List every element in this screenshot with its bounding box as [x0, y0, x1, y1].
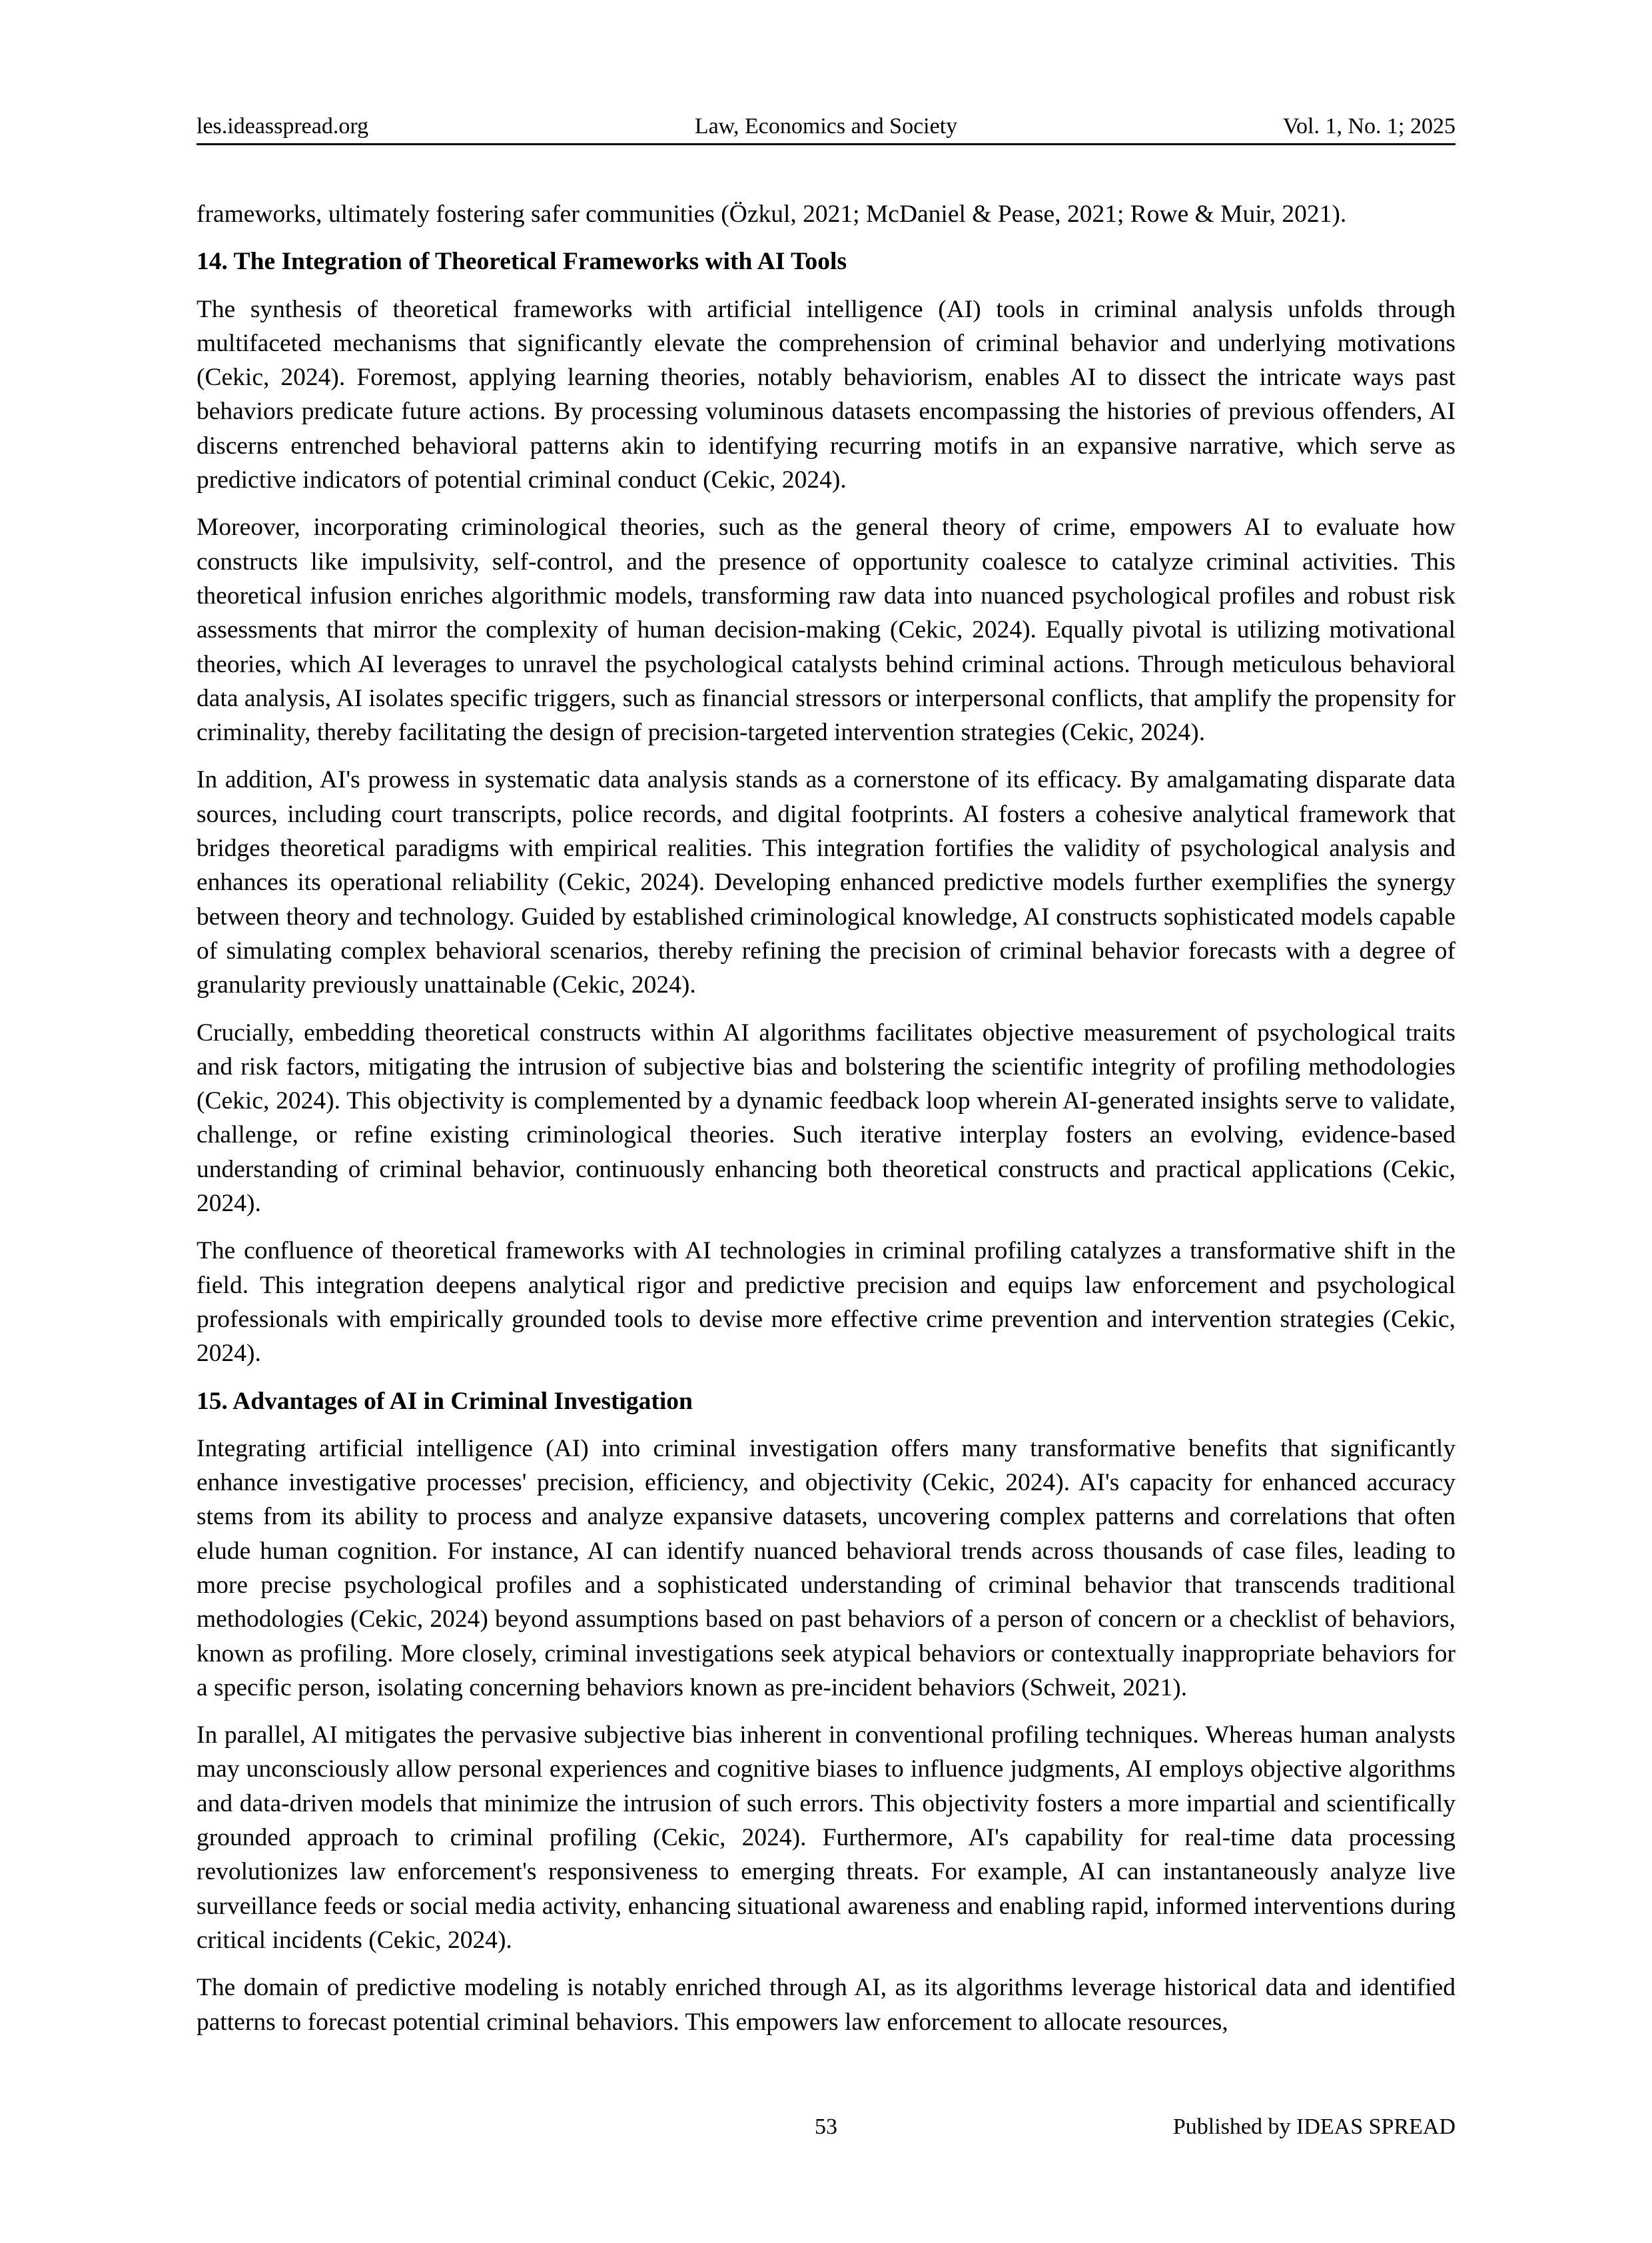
section-heading-14: 14. The Integration of Theoretical Frameworks with AI Tools	[197, 248, 847, 276]
paragraph: The domain of predictive modeling is notably enriched through AI, as its algorithms leverage historical data and identified patterns to forecast potential criminal behaviors. This empowers law enforcement to allocate resources,	[197, 1974, 1455, 2036]
paragraph: The confluence of theoretical frameworks with AI technologies in criminal profiling catalyzes a transformative shift in the field. This integration deepens analytical rigor and predictive precision and equips law enforcement and psychological professionals with empirically grounded tools to devise more effective crime prevention and intervention strategies (Cekic, 2024).	[197, 1237, 1455, 1368]
running-header	[197, 110, 1455, 145]
publisher: Published by IDEAS SPREAD	[1172, 2114, 1455, 2139]
paragraph: Integrating artificial intelligence (AI) into criminal investigation offers many transformative benefits that significantly enhance investigative processes' precision, efficiency, and objectivity (Cekic, 2024). AI's capacity for enhanced accuracy stems from its ability to process and analyze expansive datasets, uncovering complex patterns and correlations that often elude human cognition. For instance, AI can identify nuanced behavioral trends across thousands of case files, leading to more precise psychological profiles and a sophisticated understanding of criminal behavior that transcends traditional methodologies (Cekic, 2024) beyond assumptions based on past behaviors of a person of concern or a checklist of behaviors, known as profiling. More closely, criminal investigations seek atypical behaviors or contextually inappropriate behaviors for a specific person, isolating concerning behaviors known as pre-incident behaviors (Schweit, 2021).	[197, 1434, 1455, 1701]
paragraph: In parallel, AI mitigates the pervasive subjective bias inherent in conventional profiling techniques. Whereas human analysts may unconsciously allow personal experiences and cognitive biases to influence judgments, AI employs objective algorithms and data-driven models that minimize the intrusion of such errors. This objectivity fosters a more impartial and scientifically grounded approach to criminal profiling (Cekic, 2024). Furthermore, AI's capability for real-time data processing revolutionizes law enforcement's responsiveness to emerging threats. For example, AI can instantaneously analyze live surveillance feeds or social media activity, enhancing situational awareness and enabling rapid, informed interventions during critical incidents (Cekic, 2024).	[197, 1721, 1455, 1954]
paragraph-continued: frameworks, ultimately fostering safer communities (Özkul, 2021; McDaniel & Pease, 2021; Rowe & Muir, 2021).	[197, 201, 1347, 228]
paragraph: Crucially, embedding theoretical constructs within AI algorithms facilitates objective measurement of psychological traits and risk factors, mitigating the intrusion of subjective bias and bolstering the scientific integrity of profiling methodologies (Cekic, 2024). This objectivity is complemented by a dynamic feedback loop wherein AI-generated insights serve to validate, challenge, or refine existing criminological theories. Such iterative interplay fosters an evolving, evidence-based understanding of criminal behavior, continuously enhancing both theoretical constructs and practical applications (Cekic, 2024).	[197, 1019, 1455, 1218]
site-url: les.ideasspread.org	[197, 114, 369, 139]
paragraph: In addition, AI's prowess in systematic data analysis stands as a cornerstone of its efficacy. By amalgamating disparate data sources, including court transcripts, police records, and digital footprints. AI fosters a cohesive analytical framework that bridges theoretical paradigms with empirical realities. This integration fortifies the validity of psychological analysis and enhances its operational reliability (Cekic, 2024). Developing enhanced predictive models further exemplifies the synergy between theory and technology. Guided by established criminological knowledge, AI constructs sophisticated models capable of simulating complex behavioral scenarios, thereby refining the precision of criminal behavior forecasts with a degree of granularity previously unattainable (Cekic, 2024).	[197, 766, 1455, 999]
section-heading-15: 15. Advantages of AI in Criminal Investigation	[197, 1387, 693, 1415]
article-body	[197, 197, 1455, 2052]
page-number: 53	[815, 2114, 837, 2139]
paragraph: The synthesis of theoretical frameworks with artificial intelligence (AI) tools in criminal analysis unfolds through multifaceted mechanisms that significantly elevate the comprehension of criminal behavior and underlying motivations (Cekic, 2024). Foremost, applying learning theories, notably behaviorism, enables AI to dissect the intricate ways past behaviors predicate future actions. By processing voluminous datasets encompassing the histories of previous offenders, AI discerns entrenched behavioral patterns akin to identifying recurring motifs in an expansive narrative, which serve as predictive indicators of potential criminal conduct (Cekic, 2024).	[197, 295, 1455, 494]
running-footer	[197, 2110, 1455, 2144]
journal-name: Law, Economics and Society	[694, 114, 958, 139]
paragraph: Moreover, incorporating criminological theories, such as the general theory of crime, empowers AI to evaluate how constructs like impulsivity, self-control, and the presence of opportunity coalesce to catalyze criminal activities. This theoretical infusion enriches algorithmic models, transforming raw data into nuanced psychological profiles and robust risk assessments that mirror the complexity of human decision-making (Cekic, 2024). Equally pivotal is utilizing motivational theories, which AI leverages to unravel the psychological catalysts behind criminal actions. Through meticulous behavioral data analysis, AI isolates specific triggers, such as financial stressors or interpersonal conflicts, that amplify the propensity for criminality, thereby facilitating the design of precision-targeted intervention strategies (Cekic, 2024).	[197, 514, 1455, 747]
volume-info: Vol. 1, No. 1; 2025	[1282, 114, 1455, 139]
